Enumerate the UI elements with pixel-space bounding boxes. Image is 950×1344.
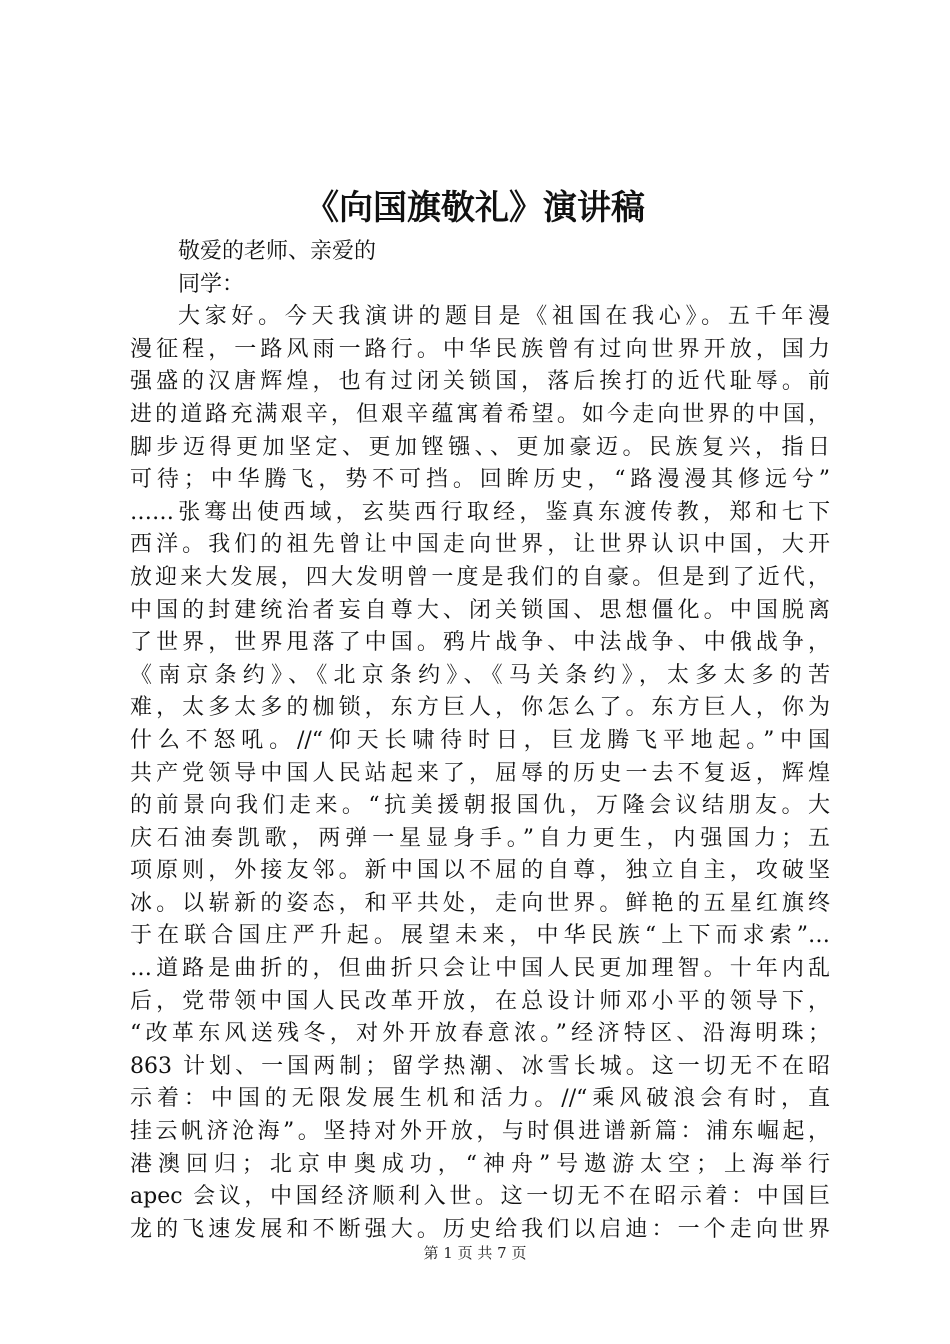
body-line: 可待；中华腾飞，势不可挡。回眸历史，“路漫漫其修远兮” — [130, 467, 830, 493]
body-line: 脚步迈得更加坚定、更加铿镪、、更加豪迈。民族复兴，指日 — [130, 434, 830, 460]
body-line: 挂云帆济沧海”。坚持对外开放，与时俱进谱新篇：浦东崛起， — [130, 1119, 830, 1145]
body-line: 后，党带领中国人民改革开放，在总设计师邓小平的领导下， — [130, 988, 830, 1014]
body-line: 于在联合国庄严升起。展望未来，中华民族“上下而求索”… — [130, 923, 830, 949]
body-line: 冰。以崭新的姿态，和平共处，走向世界。鲜艳的五星红旗终 — [130, 890, 830, 916]
body-line: 项原则，外接友邻。新中国以不屈的自尊，独立自主，攻破坚 — [130, 858, 830, 884]
body-line: 强盛的汉唐辉煌，也有过闭关锁国，落后挨打的近代耻辱。前 — [130, 369, 830, 395]
body-line: …道路是曲折的，但曲折只会让中国人民更加理智。十年内乱 — [130, 956, 830, 982]
body-line: 了世界，世界甩落了中国。鸦片战争、中法战争、中俄战争， — [130, 630, 830, 656]
body-line: 龙的飞速发展和不断强大。历史给我们以启迪：一个走向世界 — [130, 1216, 830, 1242]
document-body — [130, 236, 830, 1246]
page-number-footer: 第 1 页 共 7 页 — [423, 1244, 527, 1262]
body-line: 庆石油奏凯歌，两弹一星显身手。”自力更生，内强国力；五 — [130, 825, 830, 851]
body-line: apec 会议，中国经济顺利入世。这一切无不在昭示着：中国巨 — [130, 1184, 830, 1210]
body-line: 共产党领导中国人民站起来了，屈辱的历史一去不复返，辉煌 — [130, 760, 830, 786]
body-line: ……张骞出使西域，玄奘西行取经，鉴真东渡传教，郑和七下 — [130, 499, 830, 525]
salutation-line: 同学： — [178, 271, 245, 297]
body-line: 的前景向我们走来。“抗美援朝报国仇，万隆会议结朋友。大 — [130, 793, 830, 819]
body-line: 示着：中国的无限发展生机和活力。//“乘风破浪会有时，直 — [130, 1086, 830, 1112]
salutation-line: 敬爱的老师、亲爱的 — [178, 239, 377, 264]
body-line: 什么不怒吼。//“仰天长啸待时日，巨龙腾飞平地起。”中国 — [130, 727, 830, 753]
body-line: 大家好。今天我演讲的题目是《祖国在我心》。五千年漫 — [178, 304, 830, 330]
body-line: 中国的封建统治者妄自尊大、闭关锁国、思想僵化。中国脱离 — [130, 597, 830, 623]
body-line: 863 计划、一国两制；留学热潮、冰雪长城。这一切无不在昭 — [130, 1053, 830, 1079]
body-line: 进的道路充满艰辛，但艰辛蕴寓着希望。如今走向世界的中国， — [130, 401, 830, 427]
body-line: 漫征程，一路风雨一路行。中华民族曾有过向世界开放，国力 — [130, 336, 830, 362]
document-title: 《向国旗敬礼》演讲稿 — [305, 188, 645, 228]
body-line: “改革东风送残冬，对外开放春意浓。”经济特区、沿海明珠； — [130, 1021, 830, 1047]
body-line: 放迎来大发展，四大发明曾一度是我们的自豪。但是到了近代， — [130, 564, 830, 590]
body-line: 难，太多太多的枷锁，东方巨人，你怎么了。东方巨人，你为 — [130, 695, 830, 721]
body-line: 西洋。我们的祖先曾让中国走向世界，让世界认识中国，大开 — [130, 532, 830, 558]
body-line: 《南京条约》、《北京条约》、《马关条约》，太多太多的苦 — [130, 662, 830, 688]
body-line: 港澳回归；北京申奥成功，“神舟”号遨游太空；上海举行 — [130, 1151, 830, 1177]
